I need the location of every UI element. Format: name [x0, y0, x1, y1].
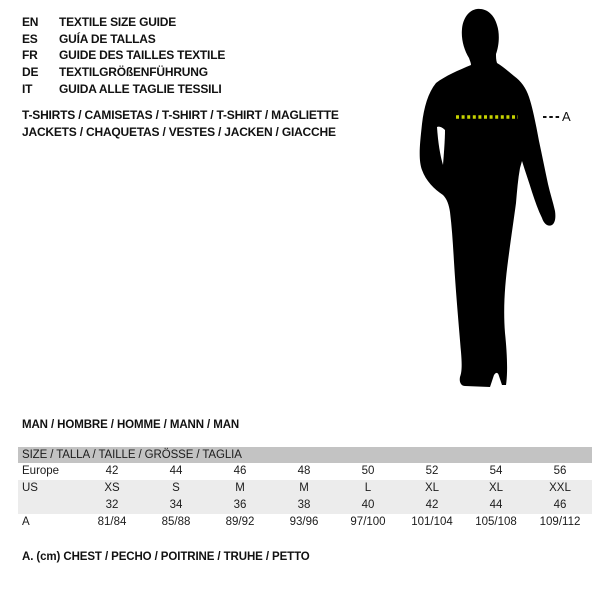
size-cell: 85/88 — [161, 516, 191, 528]
language-code: IT — [22, 81, 33, 96]
size-table — [18, 447, 592, 531]
size-cell: 89/92 — [225, 516, 255, 528]
size-cell: M — [299, 482, 309, 494]
table-row-chest-a — [18, 514, 592, 531]
size-cell: M — [235, 482, 245, 494]
table-row-us-letters — [18, 480, 592, 497]
size-cell: 44 — [169, 465, 183, 477]
language-title: GUIDA ALLE TAGLIE TESSILI — [59, 81, 222, 96]
language-code: ES — [22, 31, 38, 46]
size-cell: 93/96 — [289, 516, 319, 528]
size-cell: 38 — [297, 499, 311, 511]
size-cell: 42 — [105, 465, 119, 477]
footnote-chest-measure: A. (cm) CHEST / PECHO / POITRINE / TRUHE / PETTO — [22, 551, 310, 563]
language-code: DE — [22, 65, 39, 80]
table-row-us-numbers — [18, 497, 592, 514]
language-title: GUÍA DE TALLAS — [59, 31, 156, 46]
size-cell: 40 — [361, 499, 375, 511]
language-row — [22, 47, 225, 64]
size-cell: 105/108 — [475, 516, 517, 528]
size-cell: 44 — [489, 499, 503, 511]
table-row-europe — [18, 463, 592, 480]
language-title: TEXTILE SIZE GUIDE — [59, 15, 177, 29]
size-cell: 46 — [233, 465, 247, 477]
language-row — [22, 31, 225, 48]
category-list — [22, 107, 339, 141]
measure-label-a: A — [562, 109, 571, 124]
language-legend — [22, 14, 225, 98]
row-label: A — [22, 516, 30, 528]
man-silhouette-figure — [400, 4, 580, 406]
language-title: GUIDE DES TAILLES TEXTILE — [59, 48, 226, 63]
size-cell: 34 — [169, 499, 183, 511]
size-cell: XL — [488, 482, 504, 494]
row-label: Europe — [22, 465, 60, 477]
size-table-header: SIZE / TALLA / TAILLE / GRÖSSE / TAGLIA — [18, 447, 592, 463]
size-cell: 81/84 — [97, 516, 127, 528]
size-cell: XXL — [549, 482, 571, 494]
language-code: EN — [22, 15, 39, 29]
size-cell: 32 — [105, 499, 119, 511]
size-cell: S — [172, 482, 180, 494]
man-silhouette — [420, 9, 556, 387]
category-jackets: JACKETS / CHAQUETAS / VESTES / JACKEN / GIACCHE — [22, 125, 336, 139]
size-cell: 48 — [297, 465, 311, 477]
size-cell: 54 — [489, 465, 503, 477]
size-cell: 36 — [233, 499, 247, 511]
language-row — [22, 14, 225, 31]
language-code: FR — [22, 48, 38, 63]
size-cell: 42 — [425, 499, 439, 511]
size-cell: 56 — [553, 465, 567, 477]
size-cell: XL — [424, 482, 440, 494]
language-title: TEXTILGRÖßENFÜHRUNG — [59, 65, 208, 80]
size-cell: 109/112 — [539, 516, 581, 528]
category-tshirts: T-SHIRTS / CAMISETAS / T-SHIRT / T-SHIRT / MAGLIETTE — [22, 108, 339, 122]
size-cell: 50 — [361, 465, 375, 477]
size-cell: L — [364, 482, 372, 494]
language-row — [22, 64, 225, 81]
row-label: US — [22, 482, 38, 494]
size-cell: XS — [104, 482, 120, 494]
language-row — [22, 81, 225, 98]
size-cell: 97/100 — [350, 516, 386, 528]
size-cell: 52 — [425, 465, 439, 477]
size-cell: 46 — [553, 499, 567, 511]
section-title-man: MAN / HOMBRE / HOMME / MANN / MAN — [22, 419, 240, 431]
size-cell: 101/104 — [411, 516, 453, 528]
